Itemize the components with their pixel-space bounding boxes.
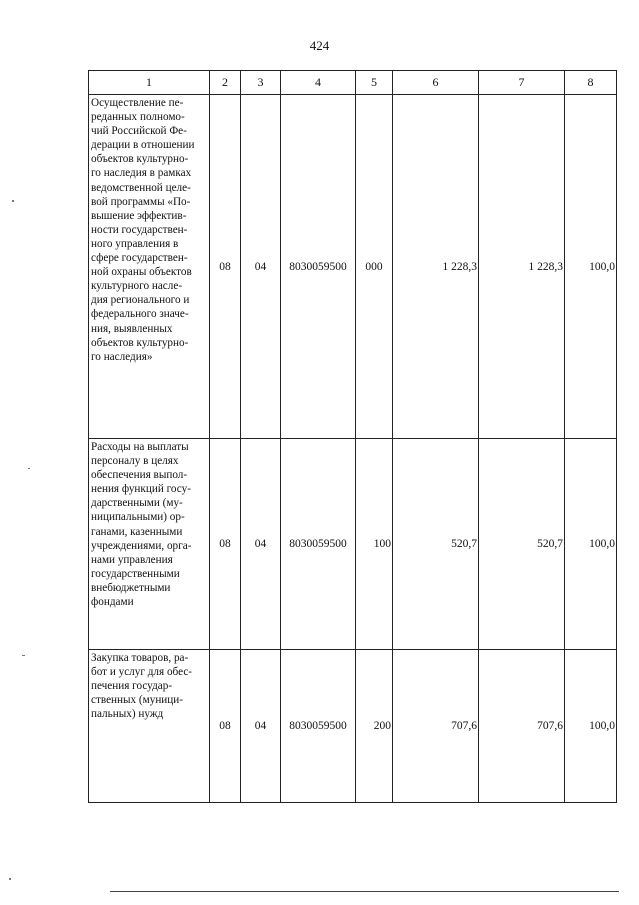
executed-amount: 707,6	[479, 650, 565, 803]
execution-percent: 100,0	[565, 650, 617, 803]
expense-type-code: 200	[356, 650, 393, 803]
executed-amount: 1 228,3	[479, 95, 565, 439]
execution-percent: 100,0	[565, 95, 617, 439]
col-header-3: 3	[241, 71, 281, 95]
col-header-6: 6	[393, 71, 479, 95]
budget-table	[88, 70, 617, 803]
header-row	[89, 71, 617, 95]
col-header-7: 7	[479, 71, 565, 95]
col-header-1: 1	[89, 71, 210, 95]
planned-amount: 707,6	[393, 650, 479, 803]
scan-speck	[28, 468, 30, 469]
table-row	[89, 650, 617, 803]
scan-speck	[12, 200, 14, 202]
target-article-code: 8030059500	[281, 439, 356, 650]
row-description	[89, 95, 210, 439]
row-description-text: Расходы на выплаты персоналу в целях обеспечения выпол- нения функций госу- дарственными (му- ниципальными) ор- ганами, казенными учреждениями, орга- нами управления государственными внебюджетными фондами	[91, 441, 192, 609]
col-header-2: 2	[210, 71, 241, 95]
scan-speck	[9, 878, 11, 880]
col-header-8: 8	[565, 71, 617, 95]
page-bottom-rule	[110, 891, 619, 892]
col-header-4: 4	[281, 71, 356, 95]
subsection-code: 04	[241, 650, 281, 803]
executed-amount: 520,7	[479, 439, 565, 650]
target-article-code: 8030059500	[281, 95, 356, 439]
expense-type-code: 000	[356, 95, 393, 439]
execution-percent: 100,0	[565, 439, 617, 650]
row-description	[89, 650, 210, 803]
page-number: 424	[309, 38, 330, 53]
section-code: 08	[210, 95, 241, 439]
expense-type-code: 100	[356, 439, 393, 650]
table-row	[89, 95, 617, 439]
subsection-code: 04	[241, 439, 281, 650]
planned-amount: 1 228,3	[393, 95, 479, 439]
row-description	[89, 439, 210, 650]
section-code: 08	[210, 439, 241, 650]
target-article-code: 8030059500	[281, 650, 356, 803]
scan-speck	[22, 655, 25, 656]
table-row	[89, 439, 617, 650]
subsection-code: 04	[241, 95, 281, 439]
col-header-5: 5	[356, 71, 393, 95]
section-code: 08	[210, 650, 241, 803]
row-description-text: Закупка товаров, ра- бот и услуг для обес- печения государ- ственных (муници- пальных) нужд	[91, 652, 193, 721]
planned-amount: 520,7	[393, 439, 479, 650]
row-description-text: Осуществление пе- реданных полномо- чий Российской Фе- дерации в отношении объектов культурно- го наследия в рамках ведомственной целе- вой программы «По- вышение эффектив- ности государствен- ного управления в сфере государствен- ной охраны объектов культурного насле- дия регионального и федерального значе- ния, выявленных объектов культурно- го наследия»	[91, 97, 195, 363]
